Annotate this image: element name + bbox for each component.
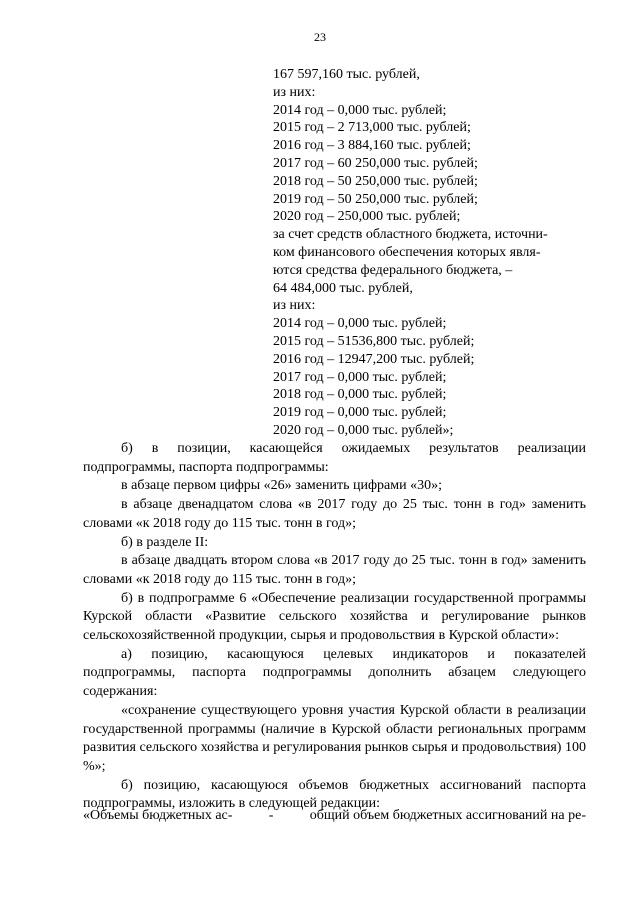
budget-line: 2020 год – 0,000 тыс. рублей»; bbox=[273, 422, 454, 438]
budget-line: 2017 год – 60 250,000 тыс. рублей; bbox=[273, 155, 478, 171]
body-text bbox=[83, 440, 586, 814]
budget-line: 2015 год – 2 713,000 тыс. рублей; bbox=[273, 120, 471, 136]
budget-line: 2014 год – 0,000 тыс. рублей; bbox=[273, 316, 447, 332]
budget-line: 2020 год – 250,000 тыс. рублей; bbox=[273, 209, 461, 225]
paragraph: б) позицию, касающуюся объемов бюджетных ассигнований паспорта подпрограммы, изложить в следующей редакции: bbox=[83, 777, 586, 812]
budget-line: 2018 год – 50 250,000 тыс. рублей; bbox=[273, 173, 478, 189]
budget-line: 2016 год – 12947,200 тыс. рублей; bbox=[273, 351, 475, 367]
budget-block bbox=[273, 66, 585, 440]
budget-line: из них: bbox=[273, 84, 316, 100]
paragraph: б) в подпрограмме 6 «Обеспечение реализации государственной программы Курской области «Развитие сельского хозяйства и регулирование рынков сельскохозяйственной продукции, сырья и продовольствия в Курской области»: bbox=[83, 590, 586, 644]
budget-line: ком финансового обеспечения которых явля- bbox=[273, 244, 541, 260]
paragraph: в абзаце первом цифры «26» заменить цифрами «30»; bbox=[121, 478, 442, 494]
budget-line: 2019 год – 50 250,000 тыс. рублей; bbox=[273, 191, 478, 207]
budget-line: 2018 год – 0,000 тыс. рублей; bbox=[273, 387, 447, 403]
budget-line: 64 484,000 тыс. рублей, bbox=[273, 280, 413, 296]
paragraph: б) в разделе II: bbox=[121, 534, 209, 550]
budget-line: 2016 год – 3 884,160 тыс. рублей; bbox=[273, 138, 471, 154]
budget-line: ются средства федерального бюджета, – bbox=[273, 262, 513, 278]
table-row-start bbox=[83, 807, 586, 826]
table-cell-value: общий объем бюджетных ассигнований на ре- bbox=[309, 808, 586, 823]
paragraph: б) в позиции, касающейся ожидаемых результатов реализации подпрограммы, паспорта подпрограммы: bbox=[83, 441, 586, 475]
budget-line: 2014 год – 0,000 тыс. рублей; bbox=[273, 102, 447, 118]
table-cell-label: «Объемы бюджетных ас- bbox=[83, 808, 233, 823]
budget-line: из них: bbox=[273, 298, 316, 314]
budget-line: за счет средств областного бюджета, источни- bbox=[273, 227, 548, 243]
page-number: 23 bbox=[314, 30, 326, 44]
paragraph: в абзаце двенадцатом слова «в 2017 году до 25 тыс. тонн в год» заменить словами «к 2018 году до 115 тыс. тонн в год»; bbox=[83, 497, 586, 531]
budget-line: 2019 год – 0,000 тыс. рублей; bbox=[273, 405, 447, 421]
budget-line: 2017 год – 0,000 тыс. рублей; bbox=[273, 369, 447, 385]
budget-line: 167 597,160 тыс. рублей, bbox=[273, 67, 420, 82]
budget-line: 2015 год – 51536,800 тыс. рублей; bbox=[273, 333, 475, 349]
paragraph: в абзаце двадцать втором слова «в 2017 году до 25 тыс. тонн в год» заменить словами «к 2018 году до 115 тыс. тонн в год»; bbox=[83, 553, 586, 587]
table-cell-dash: - bbox=[268, 808, 274, 823]
paragraph: а) позицию, касающуюся целевых индикаторов и показателей подпрограммы, паспорта подпрограммы дополнить абзацем следующего содержания: bbox=[83, 646, 586, 700]
paragraph: «сохранение существующего уровня участия Курской области в реализации государственной программы (наличие в Курской области региональных программ развития сельского хозяйства и регулирования рынков сырья и продовольствия) 100 %»; bbox=[83, 702, 586, 774]
